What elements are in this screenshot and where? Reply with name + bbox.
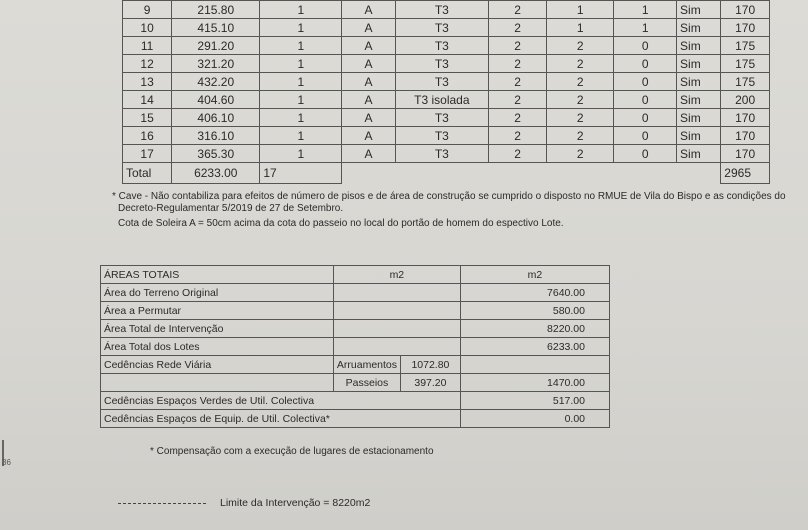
lot-cell-c: 0 bbox=[614, 37, 677, 55]
area-row bbox=[101, 284, 610, 302]
area-value: 0.00 bbox=[460, 410, 609, 428]
lot-row bbox=[123, 73, 770, 91]
lot-cell-a: 2 bbox=[489, 145, 547, 163]
lot-cell-cave: Sim bbox=[677, 73, 721, 91]
lot-cell-lote: 12 bbox=[123, 55, 172, 73]
lot-cell-area: 321.20 bbox=[172, 55, 260, 73]
area-row bbox=[101, 392, 610, 410]
total-n: 17 bbox=[260, 163, 342, 184]
areas-header-label: ÁREAS TOTAIS bbox=[101, 266, 334, 284]
lot-cell-c: 0 bbox=[614, 55, 677, 73]
lot-cell-sol: A bbox=[342, 19, 395, 37]
sub-label: Arruamentos bbox=[333, 356, 400, 374]
limit-legend bbox=[118, 497, 370, 509]
lot-cell-lote: 16 bbox=[123, 127, 172, 145]
lot-cell-cave: Sim bbox=[677, 109, 721, 127]
area-row bbox=[101, 338, 610, 356]
lot-cell-cave: Sim bbox=[677, 55, 721, 73]
lot-cell-a: 2 bbox=[489, 91, 547, 109]
lot-cell-val: 200 bbox=[721, 91, 770, 109]
lot-cell-sol: A bbox=[342, 109, 395, 127]
lot-cell-sol: A bbox=[342, 127, 395, 145]
sub-value: 1072.80 bbox=[401, 356, 461, 374]
lot-cell-cave: Sim bbox=[677, 145, 721, 163]
area-row bbox=[101, 374, 610, 392]
area-row bbox=[101, 356, 610, 374]
area-row bbox=[101, 410, 610, 428]
lot-cell-b: 2 bbox=[546, 37, 613, 55]
lot-cell-val: 170 bbox=[721, 145, 770, 163]
area-label: Área Total dos Lotes bbox=[101, 338, 334, 356]
lot-cell-n: 1 bbox=[260, 1, 342, 19]
note-decreto: Decreto-Regulamentar 5/2019 de 27 de Setembro. bbox=[118, 203, 344, 214]
note-cota: Cota de Soleira A = 50cm acima da cota do passeio no local do portão de homem do espectivo Lote. bbox=[118, 218, 564, 229]
lot-cell-cave: Sim bbox=[677, 37, 721, 55]
lot-cell-b: 2 bbox=[546, 109, 613, 127]
lot-cell-val: 170 bbox=[721, 1, 770, 19]
lot-cell-cave: Sim bbox=[677, 1, 721, 19]
lot-cell-sol: A bbox=[342, 55, 395, 73]
lot-cell-tip: T3 bbox=[395, 127, 489, 145]
area-value: 8220.00 bbox=[460, 320, 609, 338]
lot-cell-a: 2 bbox=[489, 55, 547, 73]
lot-cell-cave: Sim bbox=[677, 91, 721, 109]
lot-row bbox=[123, 1, 770, 19]
area-label: Área a Permutar bbox=[101, 302, 334, 320]
area-label: Cedências Rede Viária bbox=[101, 356, 334, 374]
lot-cell-area: 406.10 bbox=[172, 109, 260, 127]
lot-cell-tip: T3 bbox=[395, 55, 489, 73]
sub-label: Passeios bbox=[333, 374, 400, 392]
lot-cell-lote: 9 bbox=[123, 1, 172, 19]
lot-cell-c: 1 bbox=[614, 1, 677, 19]
lot-row bbox=[123, 127, 770, 145]
lot-row bbox=[123, 109, 770, 127]
lot-cell-val: 175 bbox=[721, 55, 770, 73]
lot-cell-n: 1 bbox=[260, 55, 342, 73]
lot-cell-area: 415.10 bbox=[172, 19, 260, 37]
area-value: 1470.00 bbox=[460, 374, 609, 392]
lot-cell-a: 2 bbox=[489, 73, 547, 91]
lot-cell-tip: T3 bbox=[395, 109, 489, 127]
lot-cell-lote: 13 bbox=[123, 73, 172, 91]
lot-cell-b: 2 bbox=[546, 91, 613, 109]
lot-cell-c: 0 bbox=[614, 109, 677, 127]
lot-cell-area: 365.30 bbox=[172, 145, 260, 163]
area-row bbox=[101, 302, 610, 320]
lot-cell-tip: T3 bbox=[395, 19, 489, 37]
lot-cell-tip: T3 isolada bbox=[395, 91, 489, 109]
lot-cell-c: 1 bbox=[614, 19, 677, 37]
lot-cell-tip: T3 bbox=[395, 73, 489, 91]
lot-cell-val: 175 bbox=[721, 37, 770, 55]
lot-cell-sol: A bbox=[342, 73, 395, 91]
lot-cell-c: 0 bbox=[614, 91, 677, 109]
lot-cell-area: 432.20 bbox=[172, 73, 260, 91]
lot-cell-val: 170 bbox=[721, 19, 770, 37]
note-cave: * Cave - Não contabiliza para efeitos de número de pisos e de área de construção se cumprido o disposto no RMUE de Vila do Bispo e as condições do bbox=[112, 191, 786, 202]
lot-cell-c: 0 bbox=[614, 145, 677, 163]
area-label: Área do Terreno Original bbox=[101, 284, 334, 302]
area-value: 580.00 bbox=[460, 302, 609, 320]
lot-cell-area: 316.10 bbox=[172, 127, 260, 145]
areas-header-row bbox=[101, 266, 610, 284]
lot-cell-b: 2 bbox=[546, 127, 613, 145]
lot-cell-val: 175 bbox=[721, 73, 770, 91]
area-row bbox=[101, 320, 610, 338]
lot-cell-n: 1 bbox=[260, 109, 342, 127]
lot-cell-tip: T3 bbox=[395, 37, 489, 55]
lot-cell-lote: 17 bbox=[123, 145, 172, 163]
lot-cell-b: 2 bbox=[546, 73, 613, 91]
lot-cell-a: 2 bbox=[489, 37, 547, 55]
lot-cell-sol: A bbox=[342, 145, 395, 163]
lot-cell-n: 1 bbox=[260, 37, 342, 55]
lot-cell-area: 215.80 bbox=[172, 1, 260, 19]
lot-row bbox=[123, 91, 770, 109]
lot-cell-val: 170 bbox=[721, 109, 770, 127]
lot-cell-sol: A bbox=[342, 37, 395, 55]
lot-cell-a: 2 bbox=[489, 1, 547, 19]
lot-cell-cave: Sim bbox=[677, 127, 721, 145]
margin-mark: 36 bbox=[2, 458, 11, 467]
areas-table bbox=[100, 265, 610, 428]
lot-cell-a: 2 bbox=[489, 109, 547, 127]
limit-text: Limite da Intervenção = 8220m2 bbox=[220, 497, 371, 509]
lot-cell-a: 2 bbox=[489, 19, 547, 37]
lot-cell-a: 2 bbox=[489, 127, 547, 145]
lot-cell-n: 1 bbox=[260, 19, 342, 37]
lot-cell-b: 2 bbox=[546, 145, 613, 163]
lot-cell-n: 1 bbox=[260, 145, 342, 163]
total-row bbox=[123, 163, 770, 184]
areas-header-m2: m2 bbox=[333, 266, 460, 284]
lot-cell-c: 0 bbox=[614, 73, 677, 91]
lot-row bbox=[123, 55, 770, 73]
total-label: Total bbox=[123, 163, 172, 184]
area-value: 7640.00 bbox=[460, 284, 609, 302]
lot-cell-n: 1 bbox=[260, 127, 342, 145]
lot-cell-tip: T3 bbox=[395, 1, 489, 19]
area-value: 517.00 bbox=[460, 392, 609, 410]
notes bbox=[112, 191, 786, 230]
lot-cell-tip: T3 bbox=[395, 145, 489, 163]
lot-cell-sol: A bbox=[342, 91, 395, 109]
lot-row bbox=[123, 19, 770, 37]
total-area: 6233.00 bbox=[172, 163, 260, 184]
lots-table bbox=[122, 0, 770, 184]
lot-cell-lote: 11 bbox=[123, 37, 172, 55]
area-label: Área Total de Intervenção bbox=[101, 320, 334, 338]
lot-cell-area: 291.20 bbox=[172, 37, 260, 55]
lot-cell-sol: A bbox=[342, 1, 395, 19]
lot-cell-lote: 15 bbox=[123, 109, 172, 127]
dashed-line-symbol bbox=[118, 503, 206, 504]
area-label: Cedências Espaços de Equip. de Util. Colectiva* bbox=[101, 410, 461, 428]
lot-cell-cave: Sim bbox=[677, 19, 721, 37]
lot-row bbox=[123, 145, 770, 163]
area-label: Cedências Espaços Verdes de Util. Colectiva bbox=[101, 392, 461, 410]
lot-cell-lote: 10 bbox=[123, 19, 172, 37]
total-val: 2965 bbox=[721, 163, 770, 184]
sub-value: 397.20 bbox=[401, 374, 461, 392]
lot-cell-val: 170 bbox=[721, 127, 770, 145]
lot-cell-area: 404.60 bbox=[172, 91, 260, 109]
lot-cell-b: 2 bbox=[546, 55, 613, 73]
lot-cell-b: 1 bbox=[546, 19, 613, 37]
footnote: * Compensação com a execução de lugares de estacionamento bbox=[150, 446, 434, 457]
lot-cell-lote: 14 bbox=[123, 91, 172, 109]
lot-cell-n: 1 bbox=[260, 73, 342, 91]
lot-cell-b: 1 bbox=[546, 1, 613, 19]
areas-header-m2: m2 bbox=[460, 266, 609, 284]
area-value: 6233.00 bbox=[460, 338, 609, 356]
lot-cell-c: 0 bbox=[614, 127, 677, 145]
lot-row bbox=[123, 37, 770, 55]
lot-cell-n: 1 bbox=[260, 91, 342, 109]
